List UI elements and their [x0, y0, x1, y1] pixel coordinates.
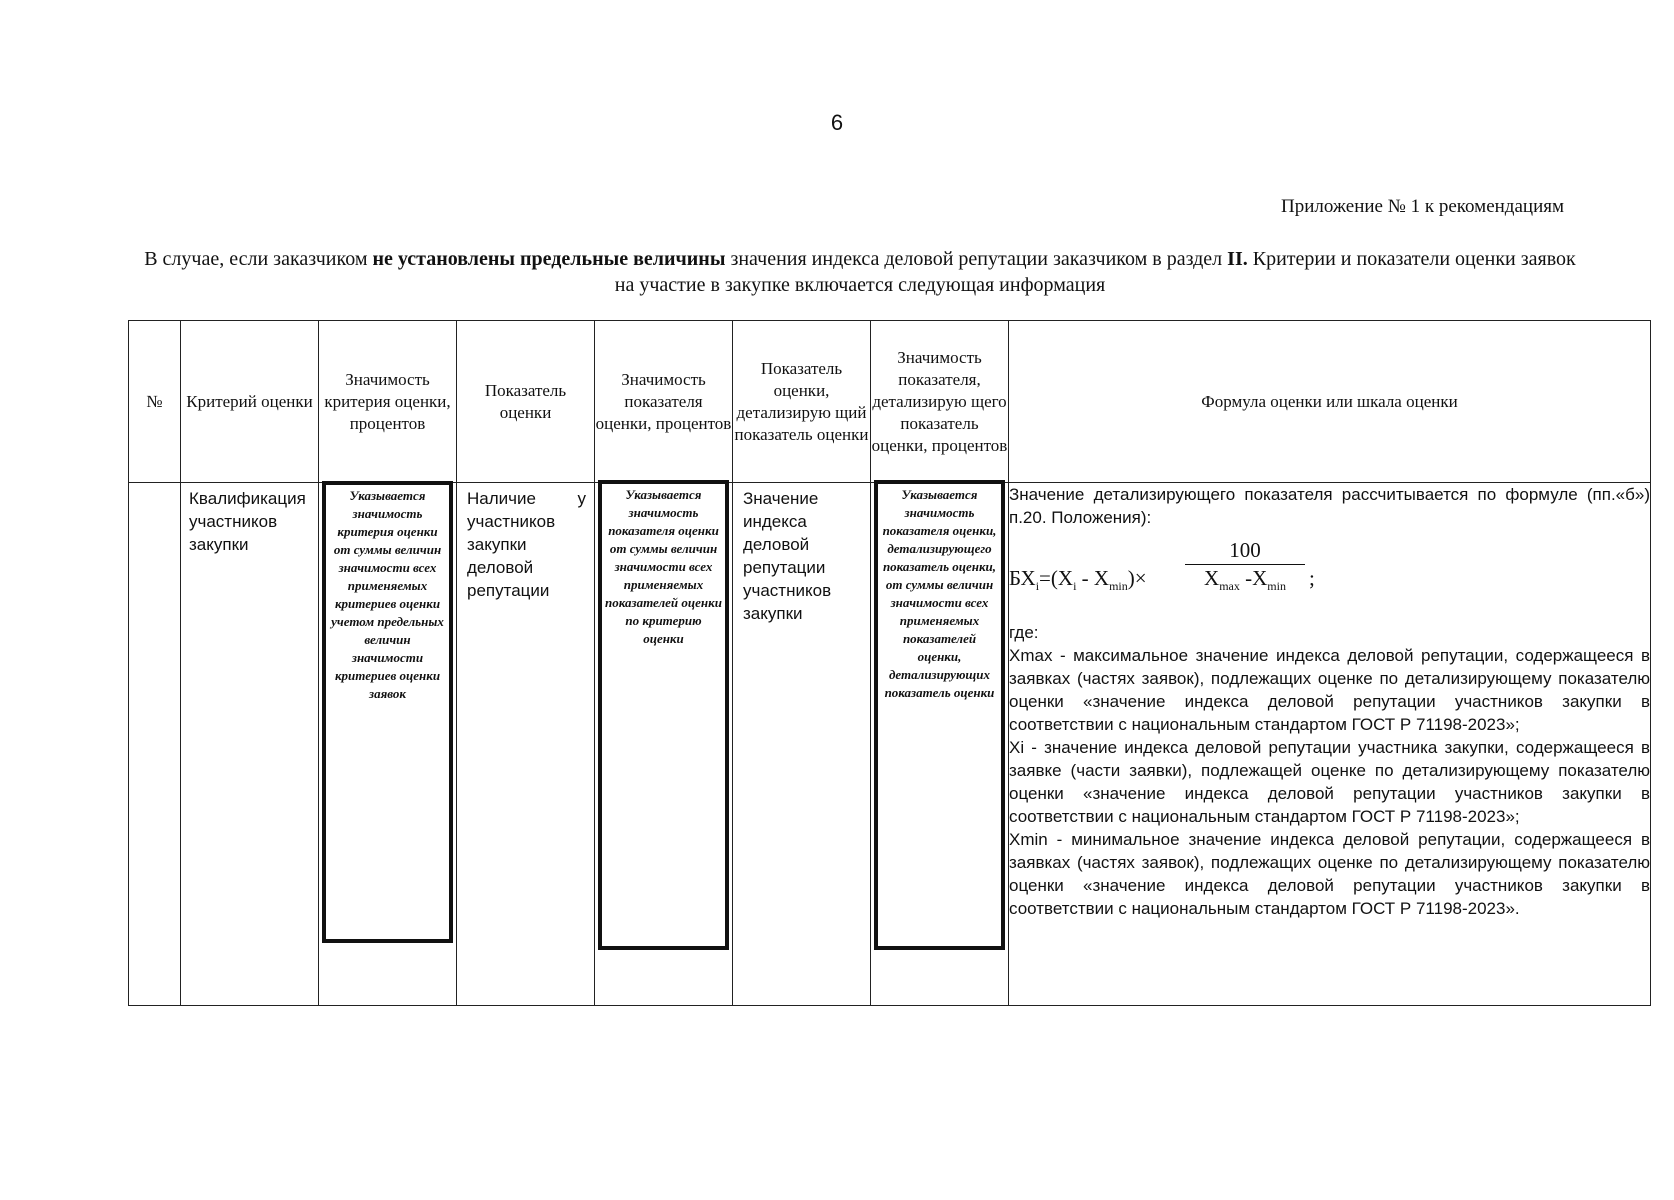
- formula-denominator: $X_{max}$ $-X_{min}$: [1204, 566, 1286, 594]
- cell-criterion-weight: [319, 483, 457, 1006]
- header-detail-indicator: Показатель оценки, детализирую щий показатель оценки: [733, 321, 871, 483]
- formula-numerator: 100: [1185, 539, 1305, 565]
- cell-indicator: [457, 483, 595, 1006]
- xi-description: Xi - значение индекса деловой репутации участника закупки, содержащееся в заявке (части заявки), подлежащей оценке по детализирующему показателю оценки «значение индекса деловой репутации участников закупки в соответствии с национальным стандартом ГОСТ Р 71198-2023»;: [1009, 738, 1650, 826]
- appendix-label: Приложение № 1 к рекомендациям: [1281, 196, 1564, 217]
- intro-text-2: значения индекса деловой репутации заказчиком в раздел: [725, 248, 1228, 270]
- detail-indicator-text: Значение индекса деловой репутации участников закупки: [743, 489, 832, 623]
- intro-text-3: Критерии и показатели оценки заявок на участие в закупке включается следующая информация: [614, 248, 1576, 296]
- indicator-text: Наличие у участников закупки деловой репутации: [467, 489, 586, 600]
- header-criterion-weight: Значимость критерия оценки, процентов: [319, 321, 457, 483]
- formula-fraction: [1185, 539, 1305, 598]
- criteria-table: [128, 320, 1651, 1006]
- cell-indicator-weight: [595, 483, 733, 1006]
- xmin-description: Xmin - минимальное значение индекса деловой репутации, содержащееся в заявках (частях заявок), подлежащих оценке по детализирующему показателю оценки «значение индекса деловой репутации участников закупки в соответствии с национальным стандартом ГОСТ Р 71198-2023».: [1009, 830, 1650, 918]
- header-detail-weight: Значимость показателя, детализирую щего показатель оценки, процентов: [871, 321, 1009, 483]
- header-formula: Формула оценки или шкала оценки: [1009, 321, 1651, 483]
- formula-where: где:: [1009, 623, 1039, 642]
- header-indicator-weight: Значимость показателя оценки, процентов: [595, 321, 733, 483]
- formula-semicolon: ;: [1309, 566, 1315, 590]
- intro-paragraph: [140, 246, 1580, 298]
- header-criterion: Критерий оценки: [181, 321, 319, 483]
- criterion-weight-note: Указывается значимость критерия оценки от суммы величин значимости всех применяемых критериев оценки учетом предельных величин значимости критериев оценки заявок: [322, 481, 453, 943]
- intro-bold-2: II.: [1227, 248, 1248, 270]
- criterion-text: Квалификация участников закупки: [189, 489, 306, 554]
- cell-criterion: [181, 483, 319, 1006]
- indicator-weight-note: Указывается значимость показателя оценки от суммы величин значимости всех применяемых показателей оценки по критерию оценки: [598, 480, 729, 950]
- cell-detail-weight: [871, 483, 1009, 1006]
- intro-bold: не установлены предельные величины: [372, 248, 726, 270]
- intro-text-1: В случае, если заказчиком: [144, 248, 373, 270]
- xmax-description: Xmax - максимальное значение индекса деловой репутации, содержащееся в заявках (частях заявок), подлежащих оценке по детализирующему показателю оценки «значение индекса деловой репутации участников закупки в соответствии с национальным стандартом ГОСТ Р 71198-2023»;: [1009, 646, 1650, 734]
- header-row: [129, 321, 1651, 483]
- cell-detail-indicator: [733, 483, 871, 1006]
- formula-intro: Значение детализирующего показателя рассчитывается по формуле (пп.«б») п.20. Положения):: [1009, 485, 1650, 527]
- header-number: №: [129, 321, 181, 483]
- formula-expression: [1009, 529, 1650, 621]
- header-indicator: Показатель оценки: [457, 321, 595, 483]
- detail-weight-note: Указывается значимость показателя оценки, детализирующего показатель оценки, от суммы величин значимости всех применяемых показателей оценки, детализирующих показатель оценки: [874, 480, 1005, 950]
- cell-formula: [1009, 483, 1651, 1006]
- cell-number: [129, 483, 181, 1006]
- formula-lhs: $БХ_i=(X_i - X_{min})\times$: [1009, 566, 1147, 594]
- page-number: 6: [830, 110, 844, 135]
- table-row: [129, 483, 1651, 1006]
